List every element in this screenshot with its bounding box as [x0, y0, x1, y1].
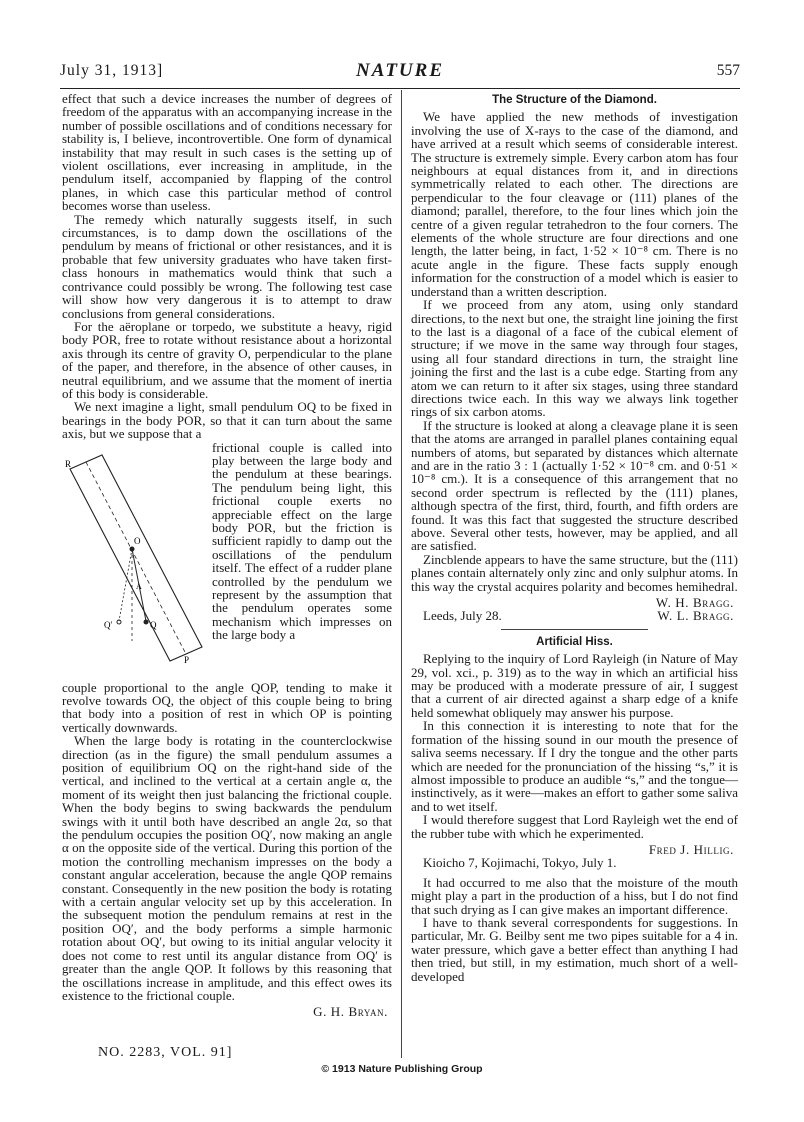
header-date: July 31, 1913]	[60, 62, 164, 79]
paragraph: For the aëroplane or torpedo, we substitute a heavy, rigid body POR, free to rotate without resistance about a horizontal axis through its centre of gravity O, perpendicular to the plane of the paper, and therefore, in the absence of other causes, in neutral equilibrium, and we assume that the moment of inertia of this body is considerable.	[62, 318, 392, 401]
label-r: R	[65, 458, 72, 469]
paragraph: I have to thank several correspondents for suggestions. In particular, Mr. G. Beilby sent me two pipes suitable for a 4 in. water pressure, which gave a better effect than anything I had then tried, but still, in my estimation, much short of a well-developed	[411, 914, 738, 984]
paragraph: The remedy which naturally suggests itself, in such circumstances, is to damp down the oscillations of the pendulum by means of frictional or other resistances, and it is probable that few university graduates who have taken first-class honours in mathematics would think that such a contrivance could possibly be wrong. The following test case will show how very dangerous it is to attempt to draw conclusions from general considerations.	[62, 211, 392, 321]
paragraph: Replying to the inquiry of Lord Rayleigh (in Nature of May 29, vol. xci., p. 319) as to the way in which an artificial hiss may be produced with a moderate pressure of air, I suggest that a current of air directed against a sharp edge of a knife held somewhat obliquely may answer his purpose.	[411, 651, 738, 720]
label-p: P	[184, 654, 190, 665]
paragraph: When the large body is rotating in the counterclockwise direction (as in the figure) the small pendulum assumes a position of equilibrium OQ on the right-hand side of the vertical, and inclined to the vertical at a certain angle α, the moment of its weight then just balancing the frictional couple. When the body begins to swing backwards the pendulum swings with it until both have described an angle 2α, so that the pendulum occupies the position OQ′, now making an angle α on the opposite side of the vertical. During this portion of the motion the controlling mechanism impresses on the body a constant angular acceleration, because the angle QOP remains constant. Consequently in the new position the body is rotating with a certain angular velocity set up by this acceleration. In the subsequent motion the pendulum remains at rest in the position OQ′, and the body performs a simple harmonic rotation about OQ′, but owing to its initial angular velocity it does not come to rest until its angular distance from OQ′ is greater than the angle QOP. It follows by this reasoning that the oscillations increase in amplitude, and this effect owes its existence to the frictional couple.	[62, 733, 392, 1003]
label-q: Q	[150, 619, 157, 630]
wrapped-text	[212, 441, 392, 681]
issue-footer: NO. 2283, VOL. 91]	[98, 1045, 233, 1060]
page-number: 557	[716, 62, 740, 79]
article-title-diamond: The Structure of the Diamond.	[492, 94, 657, 106]
label-q-prime: Q′	[104, 619, 113, 630]
pivot-point	[130, 546, 135, 551]
paragraph: We next imagine a light, small pendulum OQ to be fixed in bearings in the body POR, so that it can turn about the same axis, but we suppose that a	[62, 399, 392, 442]
paragraph: I would therefore suggest that Lord Rayleigh wet the end of the rubber tube with which he experimented.	[411, 812, 738, 841]
signature-bryan: G. H. Bryan.	[313, 1004, 388, 1020]
signature-bragg-1: W. H. Bragg.	[655, 595, 734, 611]
paragraph: In this connection it is interesting to note that for the formation of the hissing sound in our mouth the presence of saliva seems necessary. If I dry the tongue and the other parts which are needed for the pronunciation of the hissing “s,” it is almost impossible to produce an audible “s,” and the tongue—instinctively, as it were—makes an effort to gather some saliva and to wet itself.	[411, 718, 738, 814]
paragraph: If we proceed from any atom, using only standard directions, to the next but one, the straight line joining the first to the last is a diagonal of a face of the cubical element of structure; if we move in the same way through four stages, using all four standard directions in turn, the straight line joining the first and the last is a cube edge. Starting from any atom we can return to it after six stages, using three standard directions twice each. In this way we always link together rings of six carbon atoms.	[411, 297, 738, 420]
running-header	[60, 62, 740, 89]
body-axis-line	[86, 462, 186, 654]
copyright-footer: © 1913 Nature Publishing Group	[321, 1063, 483, 1075]
left-column	[62, 92, 392, 1019]
place-date: Leeds, July 28.	[423, 608, 502, 624]
journal-title: NATURE	[355, 60, 445, 81]
signature-bragg-2: W. L. Bragg.	[657, 608, 734, 624]
right-column	[411, 92, 738, 983]
signature-hillig: Fred J. Hillig.	[648, 841, 734, 857]
paragraph: couple proportional to the angle QOP, tending to make it revolve towards OQ, the object of this couple being to bring that body into a position of rest in which OP is pointing vertically downwards.	[62, 679, 392, 735]
paragraph: It had occurred to me also that the moisture of the mouth might play a part in the production of a hiss, but I do not find that such drying as I can give makes an important difference.	[411, 874, 738, 917]
place-date: Kioicho 7, Kojimachi, Tokyo, July 1.	[423, 855, 617, 871]
figure-wrap	[62, 441, 392, 681]
column-divider	[401, 90, 402, 1058]
pendulum-diagram	[62, 441, 212, 681]
paragraph: We have applied the new methods of investigation involving the use of X-rays to the case of the diamond, and have arrived at a result which seems of considerable interest. The structure is extremely simple. Every carbon atom has four neighbours at equal distances from it, and in directions symmetrically related to each other. The directions are perpendicular to the four cleavage or (111) planes of the diamond; parallel, therefore, to the four lines which join the centre of a given regular tetrahedron to the four corners. The elements of the whole structure are four directions and one length, the latter being, in fact, 1·52 × 10⁻⁸ cm. There is no acute angle in the figure. These facts supply enough information for the construction of a model which is easier to understand than a written description.	[411, 109, 738, 299]
paragraph: If the structure is looked at along a cleavage plane it is seen that the atoms are arranged in parallel planes containing equal numbers of atoms, but separated by distances which alternate and are in the ratio 3 : 1 (actually 1·52 × 10⁻⁸ cm. and 0·51 × 10⁻⁸ cm.). It is a consequence of this arrangement that no second order spectrum is reflected by the (111) planes, although spectra of the first, third, fourth, and fifth orders are found. It was this fact that suggested the structure described above. Several other tests, however, may be applied, and all are satisfied.	[411, 417, 738, 554]
article-title-hiss: Artificial Hiss.	[536, 635, 613, 648]
label-o: O	[134, 535, 141, 546]
pendulum-figure	[62, 441, 212, 681]
bob	[144, 619, 149, 624]
paragraph: frictional couple is called into play between the large body and the pendulum at these bearings. The pendulum being light, this frictional couple exerts no appreciable effect on the large body POR, but the friction is sufficient rapidly to damp out the oscillations of the pendulum itself. The effect of a rudder plane controlled by the pendulum we represent by the assumption that the pendulum operates some mechanism which impresses on the large body a	[212, 439, 392, 643]
paragraph: effect that such a device increases the number of degrees of freedom of the apparatus with an accompanying increase in the number of possible oscillations and of conditions necessary for stability is, I believe, incontrovertible. One form of dynamical instability that may result in such cases is the setting up of violent oscillations, ever increasing in amplitude, in the pendulum itself, accompanied by flapping of the control planes, in which case this particular method of control becomes worse than useless.	[62, 91, 392, 214]
label-a: A	[136, 581, 142, 591]
rule	[501, 629, 648, 630]
paragraph: Zincblende appears to have the same structure, but the (111) planes contain alternately only zinc and only sulphur atoms. In this way the crystal acquires polarity and becomes hemihedral.	[411, 551, 738, 594]
signature-row	[411, 609, 738, 622]
